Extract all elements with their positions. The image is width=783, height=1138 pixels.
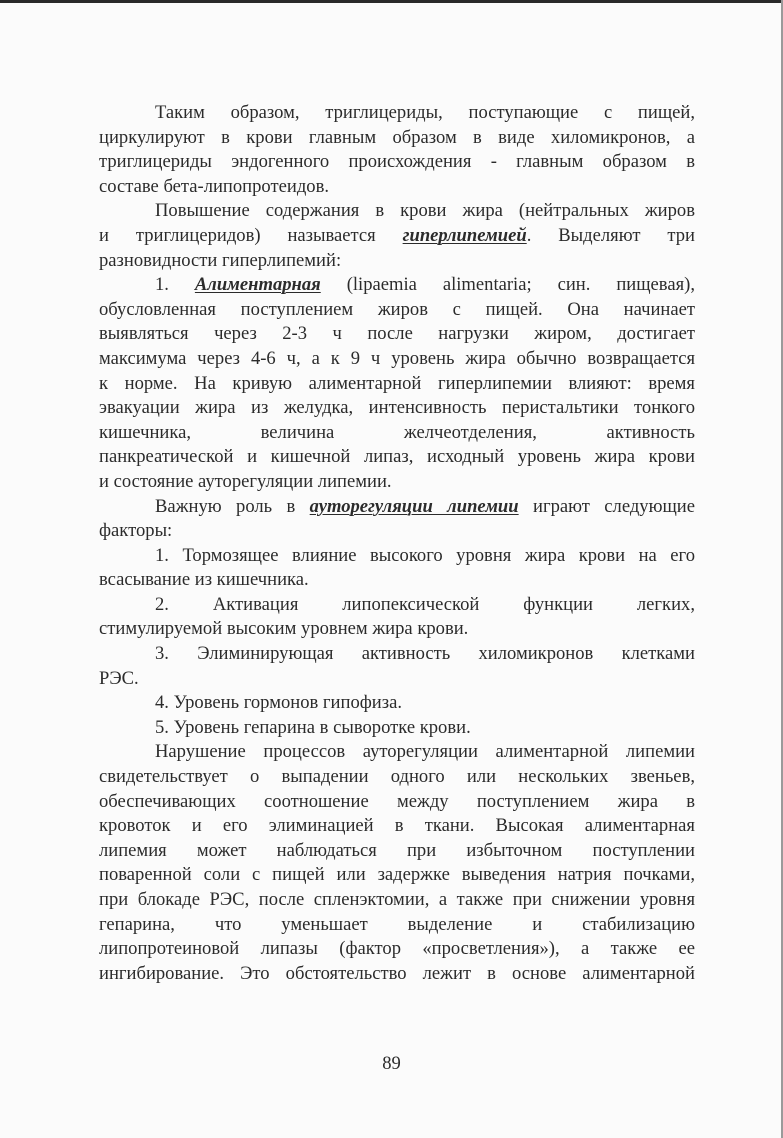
page-number: 89 — [382, 1053, 401, 1074]
text-fragment: Важную роль в — [155, 495, 310, 517]
text-line: при блокаде РЭС, после спленэктомии, а также при снижении уровня — [99, 889, 695, 910]
list-item: 3. Элиминирующая активность хиломикронов клетками — [155, 643, 695, 665]
text-line: кишечника, величина желчеотделения, активность — [99, 421, 695, 443]
text-line: гепарина, что уменьшает выделение и стабилизацию — [99, 913, 695, 935]
body-text — [99, 101, 695, 986]
text-line: циркулируют в крови главным образом в виде хиломикронов, а — [99, 126, 695, 148]
text-line: Таким образом, триглицериды, поступающие с пищей, — [155, 102, 695, 123]
term-autoregulation: ауторегуляции липемии — [309, 495, 519, 517]
text-line — [99, 495, 695, 520]
list-item: 4. Уровень гормонов гипофиза. — [155, 692, 403, 714]
text-line: стимулируемой высоким уровнем жира крови. — [99, 618, 469, 640]
text-line: разновидности гиперлипемий: — [99, 249, 342, 271]
text-line: липопротеиновой липазы (фактор «просветления»), а также ее — [99, 938, 695, 960]
text-line: и состояние ауторегуляции липемии. — [99, 470, 392, 492]
text-line: ингибирование. Это обстоятельство лежит в основе алиментарной — [99, 962, 695, 984]
text-line: панкреатической и кишечной липаз, исходный уровень жира крови — [99, 446, 695, 468]
text-line: липемия может наблюдаться при избыточном поступлении — [99, 839, 695, 861]
text-line: кровоток и его элиминацией в ткани. Высокая алиментарная — [99, 815, 695, 837]
text-line: Повышение содержания в крови жира (нейтральных жиров — [155, 200, 695, 222]
list-item: 1. Тормозящее влияние высокого уровня жира крови на его — [155, 544, 695, 566]
scan-top-edge — [0, 0, 783, 3]
text-line: Нарушение процессов ауторегуляции алиментарной липемии — [155, 741, 695, 763]
text-line: свидетельствует о выпадении одного или нескольких звеньев, — [99, 766, 695, 788]
text-line: обеспечивающих соотношение между поступлением жира в — [99, 790, 695, 812]
text-line: эвакуации жира из желудка, интенсивность перистальтики тонкого — [99, 397, 695, 419]
text-line: к норме. На кривую алиментарной гиперлипемии влияют: время — [99, 372, 695, 394]
text-line: максимума через 4-6 ч, а к 9 ч уровень жира обычно возвращается — [99, 347, 695, 369]
text-line: факторы: — [99, 520, 173, 542]
text-line — [99, 273, 695, 298]
text-line — [99, 224, 695, 249]
text-line: РЭС. — [99, 667, 139, 689]
term-hyperlipemia: гиперлипемией — [402, 224, 527, 246]
text-fragment: играют следующие — [518, 495, 695, 517]
text-line: всасывание из кишечника. — [99, 569, 309, 591]
term-alimentary: Алиментарная — [194, 274, 321, 296]
text-fragment: . Выделяют три — [526, 224, 695, 246]
text-line: составе бета-липопротеидов. — [99, 175, 329, 197]
list-item: 2. Активация липопексической функции легких, — [155, 593, 695, 615]
text-line: обусловленная поступлением жиров с пищей. Она начинает — [99, 298, 695, 320]
text-line: поваренной соли с пищей или задержке выведения натрия почками, — [99, 864, 695, 886]
list-item: 5. Уровень гепарина в сыворотке крови. — [155, 716, 471, 738]
text-fragment: (lipaemia alimentaria; син. пищевая), — [320, 274, 695, 296]
text-fragment: и триглицеридов) называется — [99, 224, 403, 246]
text-line: выявляться через 2-3 ч после нагрузки жиром, достигает — [99, 323, 695, 345]
text-fragment: 1. — [155, 274, 195, 296]
text-line: триглицериды эндогенного происхождения - главным образом в — [99, 151, 695, 173]
